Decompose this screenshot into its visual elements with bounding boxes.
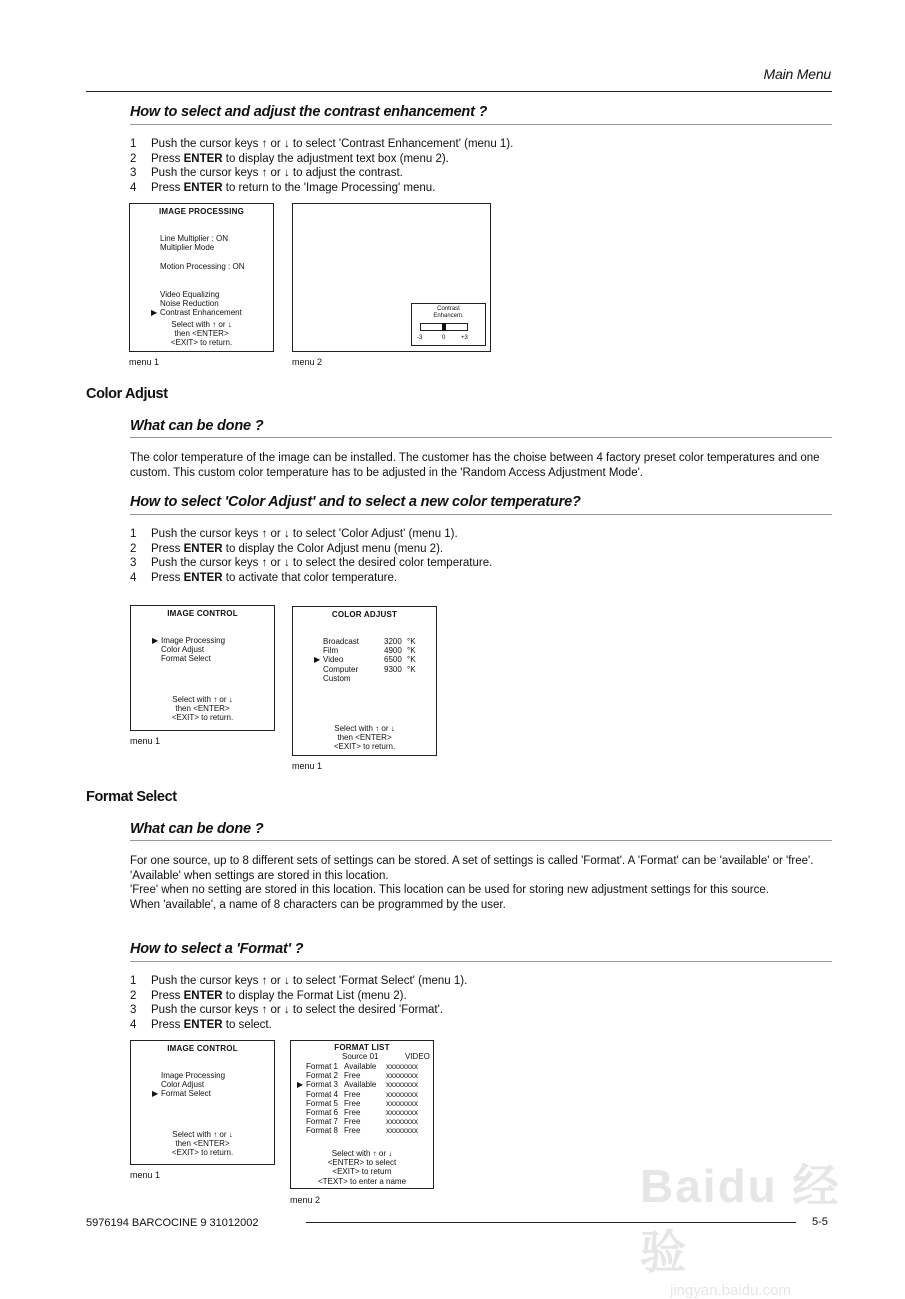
menu-caption: menu 2 [292, 357, 323, 367]
color-temp-item-selected: ▶ Video 6500 °K [314, 655, 416, 665]
format-list [297, 1062, 431, 1136]
selection-arrow-icon: ▶ [152, 1089, 159, 1099]
menu-item-selected: ▶ Format Select [152, 1089, 211, 1099]
menu-item: Noise Reduction [160, 298, 219, 308]
menu-help-line: Select with ↑ or ↓ [331, 1149, 393, 1158]
color-temp-item: Broadcast 3200 °K [323, 637, 416, 646]
color-temp-list [314, 637, 433, 683]
color-temp-item: Custom [323, 673, 351, 683]
color-steps [130, 527, 492, 585]
format-item: Format 6 Free xxxxxxxx [306, 1107, 418, 1117]
step-item: 4 Press ENTER to activate that color temperature. [130, 571, 398, 584]
watermark-logo: Baidu 经验 [640, 1160, 841, 1278]
scale-max: +3 [461, 335, 468, 341]
menu-item: Image Processing [161, 1071, 226, 1080]
heading-rule [130, 437, 832, 438]
format-item: Format 2 Free xxxxxxxx [306, 1071, 418, 1081]
format-item: Format 7 Free xxxxxxxx [306, 1117, 418, 1127]
page-header-title: Main Menu [763, 66, 831, 82]
step-item: 2 Press ENTER to display the adjustment text box (menu 2). [130, 152, 449, 165]
menu-title: COLOR ADJUST [331, 610, 398, 619]
menu-item: Video Equalizing [160, 289, 220, 299]
format-item: Format 1 Available xxxxxxxx [306, 1062, 418, 1071]
scale-mid: 0 [442, 335, 446, 341]
selection-arrow-icon: ▶ [314, 655, 321, 665]
format-item: Format 5 Free xxxxxxxx [306, 1098, 418, 1108]
format-list-menu [290, 1040, 434, 1189]
format-item: Format 4 Free xxxxxxxx [306, 1089, 418, 1099]
contrast-slider[interactable] [420, 323, 468, 331]
format-how-heading: How to select a 'Format' ? [130, 941, 304, 957]
scale-min: -3 [417, 335, 423, 341]
heading-rule [130, 840, 832, 841]
menu-help-line: then <ENTER> [175, 704, 230, 714]
contrast-screen [292, 203, 491, 352]
heading-rule [130, 514, 832, 515]
page-number: 5-5 [812, 1216, 828, 1228]
menu-title: IMAGE PROCESSING [159, 207, 244, 216]
step-item: 3 Push the cursor keys ↑ or ↓ to select the desired 'Format'. [130, 1004, 444, 1017]
footer-doc-id: 5976194 BARCOCINE 9 31012002 [86, 1217, 259, 1229]
menu-help-line: <EXIT> to return. [333, 742, 396, 752]
heading-rule [130, 961, 832, 962]
color-temp-item: Film 4900 °K [323, 646, 416, 656]
footer-rule [306, 1222, 796, 1223]
color-what-text: The color temperature of the image can be installed. The customer has the choise between 4 factory preset color temperatures and one custom. This custom color temperature has to be adjusted in the 'Random Access Adjustment Mode'. [130, 452, 820, 479]
contrast-heading: How to select and adjust the contrast enhancement ? [130, 104, 488, 120]
menu-help-line: then <ENTER> [174, 329, 229, 339]
watermark-url: jingyan.baidu.com [670, 1282, 791, 1299]
format-steps [130, 974, 467, 1032]
menu-help-line: then <ENTER> [337, 733, 392, 743]
menu-caption: menu 1 [130, 1170, 161, 1180]
format-item: Format 8 Free xxxxxxxx [306, 1126, 418, 1136]
menu-item: Color Adjust [161, 1080, 205, 1090]
color-temp-item: Computer 9300 °K [323, 664, 416, 674]
menu-title: IMAGE CONTROL [167, 609, 238, 618]
menu-item: Format Select [161, 654, 211, 664]
format-item-selected: ▶ Format 3 Available xxxxxxxx [297, 1080, 418, 1090]
contrast-steps [130, 137, 513, 195]
menu-help-line: <EXIT> to return [332, 1167, 392, 1177]
menu-item: Color Adjust [161, 645, 205, 655]
menu-help-line: then <ENTER> [175, 1139, 230, 1149]
menu-item: Motion Processing : ON [160, 262, 245, 272]
source-type: VIDEO [405, 1052, 430, 1062]
menu-help-line: Select with ↑ or ↓ [334, 724, 395, 733]
color-adjust-title: Color Adjust [86, 386, 168, 402]
menu-title: IMAGE CONTROL [167, 1044, 238, 1053]
source-row [291, 1052, 433, 1061]
color-adjust-menu [292, 606, 437, 756]
menu-help-line: Select with ↑ or ↓ [172, 1130, 233, 1139]
step-item: 1 Push the cursor keys ↑ or ↓ to select 'Format Select' (menu 1). [130, 975, 468, 987]
image-control-menu [130, 605, 275, 731]
color-what-heading: What can be done ? [130, 418, 264, 434]
menu-help-line: <TEXT> to enter a name [317, 1176, 407, 1186]
menu-caption: menu 1 [130, 736, 161, 746]
step-item: 2 Press ENTER to display the Color Adjust menu (menu 2). [130, 542, 444, 555]
step-item: 3 Push the cursor keys ↑ or ↓ to select the desired color temperature. [130, 557, 493, 570]
step-item: 2 Press ENTER to display the Format List (menu 2). [130, 989, 407, 1002]
contrast-adjust-box [411, 303, 486, 346]
slider-thumb[interactable] [442, 323, 446, 331]
header-rule [86, 91, 832, 92]
menu-help-line: <EXIT> to return. [170, 338, 233, 348]
step-item: 1 Push the cursor keys ↑ or ↓ to select 'Color Adjust' (menu 1). [130, 528, 458, 540]
baidu-watermark [640, 1150, 860, 1299]
menu-title: FORMAT LIST [334, 1043, 390, 1052]
menu-help-line: <EXIT> to return. [171, 1148, 234, 1158]
step-item: 1 Push the cursor keys ↑ or ↓ to select 'Contrast Enhancement' (menu 1). [130, 138, 514, 150]
image-control-menu [130, 1040, 275, 1165]
adjust-box-title: Enhancem. [433, 313, 464, 319]
menu-help-line: Select with ↑ or ↓ [171, 320, 232, 329]
adjust-box-title: Contrast [437, 306, 460, 312]
selection-arrow-icon: ▶ [151, 308, 158, 318]
step-item: 4 Press ENTER to select. [130, 1018, 272, 1031]
menu-item-selected: ▶ Contrast Enhancement [151, 308, 242, 318]
menu-caption: menu 1 [129, 357, 160, 367]
source-label: Source 01 [342, 1052, 379, 1062]
menu-help-line: <ENTER> to select [327, 1158, 397, 1168]
menu-item-selected: ▶ Image Processing [152, 636, 226, 645]
image-processing-menu [129, 203, 274, 352]
selection-arrow-icon: ▶ [152, 636, 159, 645]
menu-caption: menu 2 [290, 1195, 321, 1205]
step-item: 3 Push the cursor keys ↑ or ↓ to adjust the contrast. [130, 167, 403, 180]
menu-help-line: Select with ↑ or ↓ [172, 695, 233, 704]
step-item: 4 Press ENTER to return to the 'Image Processing' menu. [130, 181, 436, 194]
format-what-text: For one source, up to 8 different sets of settings can be stored. A set of settings is called 'Format'. A 'Format' can be 'available' or 'free'. 'Available' when settings are stored in this location. 'Free' when no setting are stored in this location. This location can be used for storing new adjustment settings for this source. When 'available', a name of 8 characters can be programmed by the user. [130, 855, 814, 911]
menu-item: Line Multiplier : ON [160, 234, 229, 243]
menu-caption: menu 1 [292, 761, 323, 771]
format-select-title: Format Select [86, 789, 177, 805]
menu-item: Multiplier Mode [160, 243, 215, 253]
selection-arrow-icon: ▶ [297, 1080, 304, 1090]
color-how-heading: How to select 'Color Adjust' and to select a new color temperature? [130, 494, 581, 510]
heading-rule [130, 124, 832, 125]
menu-help-line: <EXIT> to return. [171, 713, 234, 723]
format-what-heading: What can be done ? [130, 821, 264, 837]
